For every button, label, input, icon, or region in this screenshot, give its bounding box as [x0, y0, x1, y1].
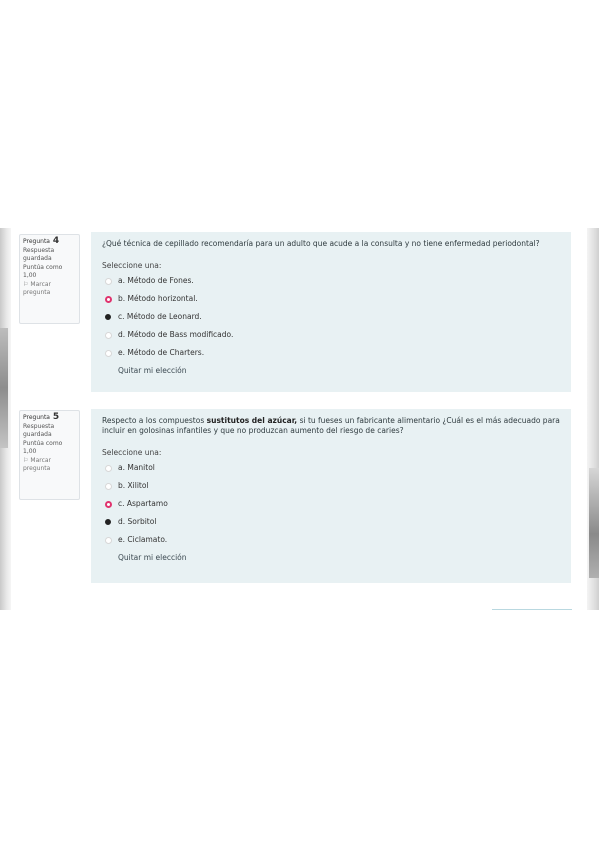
option-label: c. Método de Leonard. — [118, 312, 202, 321]
option-label: b. Xilitol — [118, 481, 149, 490]
radio-empty-icon[interactable] — [105, 483, 112, 490]
flag-icon: ⚐ — [23, 457, 29, 464]
radio-empty-icon[interactable] — [105, 537, 112, 544]
select-prompt: Seleccione una: — [102, 261, 162, 270]
radio-empty-icon[interactable] — [105, 332, 112, 339]
question-content-4 — [91, 232, 571, 392]
clear-choice-link[interactable]: Quitar mi elección — [118, 366, 187, 375]
radio-selected-icon[interactable] — [105, 314, 111, 320]
question-label: Pregunta — [23, 414, 50, 421]
screenshot-area — [0, 228, 599, 610]
option-label: e. Método de Charters. — [118, 348, 205, 357]
answer-option[interactable] — [102, 347, 560, 365]
radio-focused-icon[interactable] — [105, 296, 112, 303]
radio-focused-icon[interactable] — [105, 501, 112, 508]
radio-empty-icon[interactable] — [105, 278, 112, 285]
score-text: Puntúa como 1,00 — [23, 264, 63, 279]
question-content-5 — [91, 409, 571, 583]
question-text: ¿Qué técnica de cepillado recomendaría para un adulto que acude a la consulta y no tiene enfermedad periodontal? — [102, 239, 540, 248]
answer-option[interactable] — [102, 293, 560, 311]
option-label: d. Sorbitol — [118, 517, 157, 526]
answer-status: Respuesta guardada — [23, 247, 55, 262]
question-text-start: Respecto a los compuestos — [102, 416, 205, 425]
flag-question-link[interactable] — [23, 457, 76, 473]
answer-option[interactable] — [102, 462, 560, 480]
question-text-end: si tu fueses un fabricante alimentario ¿Cuál es el más adecuado para incluir en golosinas infantiles y que no produzcan aumento del riesgo de caries? — [102, 416, 560, 435]
options-list — [102, 462, 560, 552]
option-label: e. Ciclamato. — [118, 535, 168, 544]
question-text — [102, 416, 560, 436]
question-label: Pregunta — [23, 238, 50, 245]
question-info-5 — [19, 410, 80, 500]
answer-option[interactable] — [102, 534, 560, 552]
question-number-value: 4 — [52, 236, 60, 246]
option-label: d. Método de Bass modificado. — [118, 330, 234, 339]
score-text: Puntúa como 1,00 — [23, 440, 63, 455]
answer-option[interactable] — [102, 311, 560, 329]
left-photo-edge — [0, 228, 11, 610]
answer-option[interactable] — [102, 329, 560, 347]
radio-empty-icon[interactable] — [105, 350, 112, 357]
option-label: a. Manitol — [118, 463, 155, 472]
clear-choice-link[interactable]: Quitar mi elección — [118, 553, 187, 562]
question-number — [23, 413, 76, 422]
right-photo-edge — [587, 228, 599, 610]
radio-empty-icon[interactable] — [105, 465, 112, 472]
next-page-button[interactable] — [492, 609, 572, 610]
option-label: b. Método horizontal. — [118, 294, 198, 303]
option-label: c. Aspartamo — [118, 499, 168, 508]
radio-selected-icon[interactable] — [105, 519, 111, 525]
answer-option[interactable] — [102, 480, 560, 498]
flag-icon: ⚐ — [23, 281, 29, 288]
flag-label: Marcar pregunta — [23, 457, 52, 472]
question-number — [23, 237, 76, 246]
flag-label: Marcar pregunta — [23, 281, 52, 296]
question-text-bold: sustitutos del azúcar, — [206, 416, 298, 425]
options-list — [102, 275, 560, 365]
option-label: a. Método de Fones. — [118, 276, 194, 285]
answer-option[interactable] — [102, 275, 560, 293]
answer-option[interactable] — [102, 498, 560, 516]
select-prompt: Seleccione una: — [102, 448, 162, 457]
answer-option[interactable] — [102, 516, 560, 534]
question-info-4 — [19, 234, 80, 324]
question-number-value: 5 — [52, 412, 60, 422]
flag-question-link[interactable] — [23, 281, 76, 297]
answer-status: Respuesta guardada — [23, 423, 55, 438]
